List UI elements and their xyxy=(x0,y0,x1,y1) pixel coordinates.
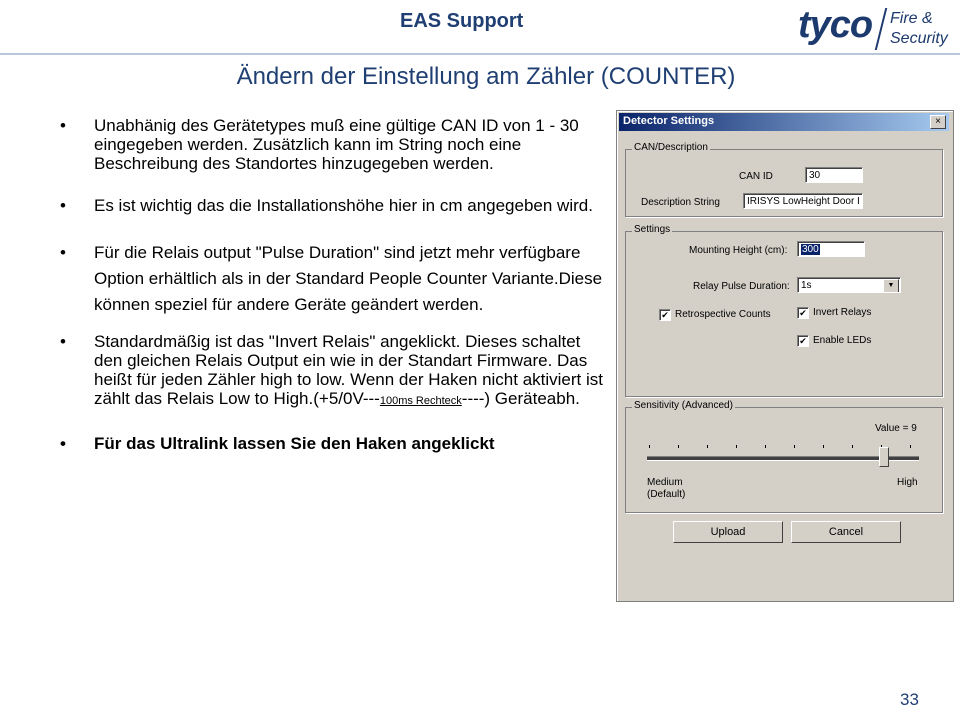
cancel-button[interactable]: Cancel xyxy=(791,521,901,543)
bullet-item xyxy=(60,196,608,215)
slide-header xyxy=(0,0,960,52)
retrospective-counts-label: Retrospective Counts xyxy=(675,309,771,320)
group-label: CAN/Description xyxy=(634,142,708,153)
description-label: Description String xyxy=(641,197,720,208)
sensitivity-value-text: Value = 9 xyxy=(875,423,917,434)
dialog-title: Detector Settings xyxy=(623,115,715,127)
can-id-field[interactable]: 30 xyxy=(805,167,863,183)
bullet-text: Unabhänig des Gerätetypes muß eine gültige CAN ID von 1 - 30 eingegeben werden. Zusätzlich kann im String noch eine Beschreibung des Standortes hinzugegeben werden. xyxy=(94,116,579,173)
invert-relays-checkbox[interactable]: ✔ xyxy=(797,307,809,319)
slider-max-label: High xyxy=(897,477,918,488)
detector-settings-dialog xyxy=(616,110,954,602)
group-label: Settings xyxy=(634,224,671,235)
bullet-text-small: 100ms Rechteck xyxy=(379,395,462,407)
bullet-text: Für die Relais output "Pulse Duration" sind jetzt mehr verfügbare Option erhältlich als in der Standard People Counter Variante.Diese können speziel für andere Geräte geändert werden. xyxy=(94,243,603,314)
slider-tick xyxy=(852,445,853,448)
bullet-item xyxy=(60,332,608,411)
bullet-item xyxy=(60,116,608,173)
dialog-titlebar[interactable] xyxy=(619,113,949,131)
invert-relays-label: Invert Relays xyxy=(813,307,872,318)
bullet-icon: • xyxy=(60,116,66,135)
slider-tick xyxy=(678,445,679,448)
slider-min-sublabel: (Default) xyxy=(647,489,686,500)
pulse-duration-select[interactable] xyxy=(797,277,901,293)
mounting-height-field[interactable] xyxy=(797,241,865,257)
bullet-text: Für das Ultralink lassen Sie den Haken angeklickt xyxy=(94,434,495,453)
bullet-text xyxy=(94,332,603,408)
logo-line2: Security xyxy=(890,30,948,47)
bullet-icon: • xyxy=(60,243,66,262)
slider-tick xyxy=(765,445,766,448)
bullet-list xyxy=(60,116,608,453)
retrospective-counts-checkbox[interactable]: ✔ xyxy=(659,309,671,321)
enable-leds-label: Enable LEDs xyxy=(813,335,872,346)
bullet-item xyxy=(60,240,608,318)
logo-line1: Fire & xyxy=(890,10,933,27)
pulse-duration-value: 1s xyxy=(801,280,812,291)
slider-tick xyxy=(707,445,708,448)
bullet-text: Es ist wichtig das die Installationshöhe hier in cm angegeben wird. xyxy=(94,196,593,215)
bullet-item xyxy=(60,434,608,453)
slider-tick xyxy=(736,445,737,448)
pulse-duration-label: Relay Pulse Duration: xyxy=(693,281,790,292)
header-divider xyxy=(0,53,960,55)
upload-button[interactable]: Upload xyxy=(673,521,783,543)
bullet-icon: • xyxy=(60,434,66,453)
slider-min-label: Medium xyxy=(647,477,683,488)
tyco-logo xyxy=(798,4,958,52)
slider-tick xyxy=(910,445,911,448)
bullet-text-part2: ----) Geräteabh. xyxy=(461,389,580,408)
bullet-text-part1: Standardmäßig ist das "Invert Relais" angeklickt. Dieses schaltet den gleichen Relais Output ein wie in der Standart Firmware. Das heißt für jeden Zähler high to low. Wenn der Haken nicht aktiviert ist zählt das Relais Low to High.(+5/0V--- xyxy=(94,332,603,408)
page-number: 33 xyxy=(900,690,919,709)
header-title: EAS Support xyxy=(400,10,524,32)
bullet-icon: • xyxy=(60,332,66,351)
mounting-height-value: 300 xyxy=(802,244,819,255)
group-label: Sensitivity (Advanced) xyxy=(634,400,733,411)
enable-leds-checkbox[interactable]: ✔ xyxy=(797,335,809,347)
description-field[interactable]: IRISYS LowHeight Door I xyxy=(743,193,863,209)
slider-tick xyxy=(649,445,650,448)
can-id-label: CAN ID xyxy=(739,171,773,182)
slider-thumb[interactable] xyxy=(879,447,889,467)
slider-tick xyxy=(823,445,824,448)
mounting-height-label: Mounting Height (cm): xyxy=(689,245,788,256)
slider-tick xyxy=(794,445,795,448)
close-icon[interactable]: × xyxy=(930,115,946,129)
slide-title: Ändern der Einstellung am Zähler (COUNTER) xyxy=(236,63,736,90)
chevron-down-icon[interactable]: ▼ xyxy=(883,279,899,293)
bullet-icon: • xyxy=(60,196,66,215)
logo-brand: tyco xyxy=(798,4,873,46)
logo-divider xyxy=(875,8,887,50)
